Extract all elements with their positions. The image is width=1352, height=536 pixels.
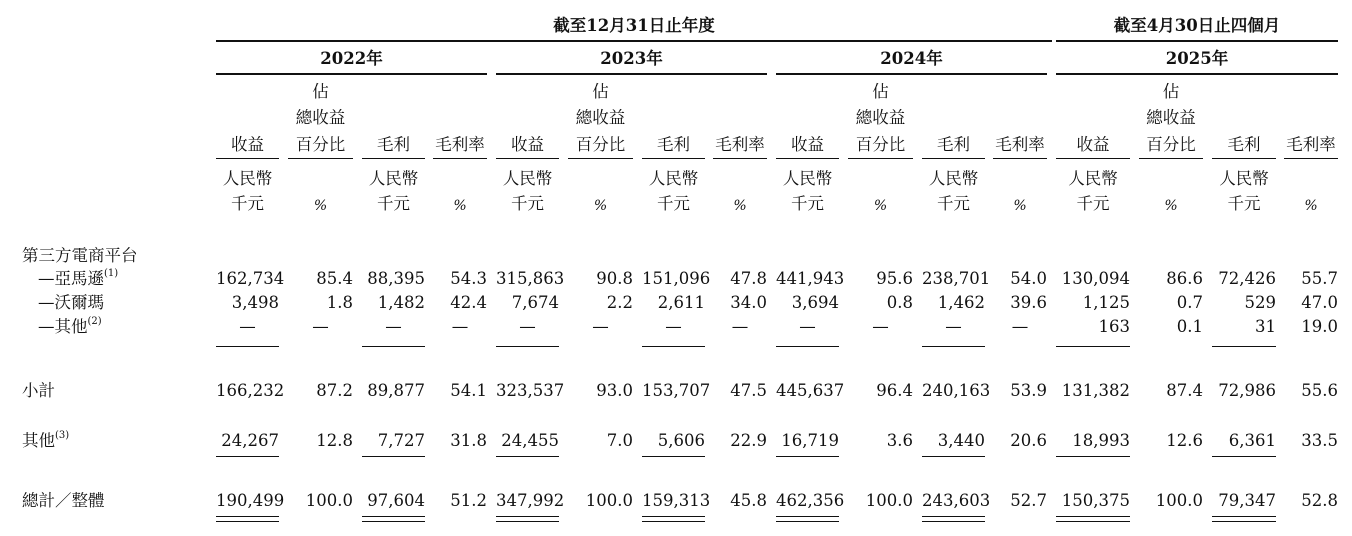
- unit-rmb: 人民幣: [502, 169, 553, 188]
- row-label-subtotal: 小計: [22, 381, 55, 400]
- header-rule: [1056, 40, 1338, 42]
- col-header-rule: [496, 158, 559, 159]
- col-header-pct-1: 佔: [872, 82, 889, 101]
- year-header: 2022年: [320, 49, 383, 68]
- cell-total: 347,992: [496, 491, 565, 510]
- cell-other: 16,719: [781, 431, 839, 450]
- cell-walmart: 7,674: [511, 293, 559, 312]
- total-rule-1: [922, 516, 985, 517]
- header-rule: [216, 40, 1052, 42]
- year-rule: [776, 73, 1047, 75]
- cell-others_platform: —: [872, 317, 889, 336]
- cell-subtotal: 240,163: [922, 381, 991, 400]
- cell-others_platform: —: [665, 317, 682, 336]
- cell-others_platform: —: [731, 317, 749, 336]
- cell-other: 31.8: [450, 431, 487, 450]
- cell-others_platform: —: [239, 317, 256, 336]
- col-header-pct-3: 百分比: [1146, 135, 1196, 154]
- cell-total: 462,356: [776, 491, 845, 510]
- cell-walmart: 2,611: [657, 293, 705, 312]
- row-label-others: —其他$^{(2)}$: [38, 316, 102, 336]
- cell-amazon: 315,863: [496, 269, 565, 288]
- col-header-rule: [922, 158, 985, 159]
- cell-subtotal: 131,382: [1061, 381, 1130, 400]
- footnote-marker: (2): [87, 316, 102, 327]
- total-rule-2: [1212, 521, 1276, 522]
- cell-amazon: 441,943: [776, 269, 845, 288]
- subtotal-rule: [362, 346, 425, 347]
- unit-percent: %: [1164, 198, 1178, 214]
- col-header-gross-profit: 毛利: [937, 135, 970, 154]
- row-label-total: 總計／整體: [22, 491, 105, 510]
- total-rule-2: [362, 521, 425, 522]
- cell-subtotal: 87.4: [1166, 381, 1203, 400]
- unit-thousand: 千元: [791, 194, 824, 213]
- cell-other: 24,267: [221, 431, 279, 450]
- col-header-rule: [993, 158, 1047, 159]
- cell-walmart: 3,694: [791, 293, 839, 312]
- col-header-gross-margin: 毛利率: [1286, 135, 1336, 154]
- unit-rmb: 人民幣: [648, 169, 699, 188]
- cell-total: 100.0: [865, 491, 913, 510]
- unit-rmb: 人民幣: [1068, 169, 1118, 188]
- cell-total: 243,603: [922, 491, 991, 510]
- cell-others_platform: —: [451, 317, 469, 336]
- col-header-pct-2: 總收益: [295, 108, 346, 127]
- year-header: 2025年: [1165, 49, 1229, 68]
- col-header-revenue: 收益: [511, 135, 544, 154]
- col-header-pct-3: 百分比: [295, 135, 346, 154]
- cell-total: 100.0: [585, 491, 633, 510]
- cell-subtotal: 47.5: [730, 381, 767, 400]
- col-header-rule: [713, 158, 767, 159]
- cell-subtotal: 53.9: [1010, 381, 1047, 400]
- cell-others_platform: —: [799, 317, 816, 336]
- unit-percent: %: [873, 198, 888, 214]
- cell-amazon: 88,395: [367, 269, 425, 288]
- cell-others_platform: 31: [1255, 317, 1276, 336]
- subtotal-rule: [496, 346, 559, 347]
- cell-total: 45.8: [730, 491, 767, 510]
- cell-total: 51.2: [450, 491, 487, 510]
- col-header-rule: [1056, 158, 1130, 159]
- unit-rmb: 人民幣: [222, 169, 273, 188]
- subtotal-rule: [922, 346, 985, 347]
- cell-other: 5,606: [657, 431, 705, 450]
- cell-other: 24,455: [501, 431, 559, 450]
- total-rule-1: [496, 516, 559, 517]
- cell-amazon: 130,094: [1061, 269, 1130, 288]
- total-rule-2: [1056, 521, 1130, 522]
- cell-total: 190,499: [216, 491, 285, 510]
- cell-walmart: 34.0: [730, 293, 767, 312]
- other-rule: [776, 456, 839, 457]
- cell-amazon: 85.4: [316, 269, 353, 288]
- subtotal-rule: [216, 346, 279, 347]
- unit-thousand: 千元: [937, 194, 970, 213]
- col-header-revenue: 收益: [1076, 135, 1110, 154]
- cell-walmart: 1,462: [937, 293, 985, 312]
- unit-thousand: 千元: [231, 194, 264, 213]
- total-rule-2: [776, 521, 839, 522]
- col-header-pct-1: 佔: [1162, 82, 1180, 101]
- total-rule-1: [362, 516, 425, 517]
- unit-thousand: 千元: [1076, 194, 1110, 213]
- cell-amazon: 238,701: [922, 269, 991, 288]
- cell-others_platform: —: [592, 317, 609, 336]
- col-header-pct-2: 總收益: [1146, 108, 1196, 127]
- footnote-marker: (3): [55, 430, 70, 441]
- cell-amazon: 55.7: [1301, 269, 1338, 288]
- subtotal-rule: [1056, 346, 1130, 347]
- cell-walmart: 2.2: [606, 293, 633, 312]
- cell-subtotal: 54.1: [450, 381, 487, 400]
- cell-walmart: 3,498: [231, 293, 279, 312]
- cell-total: 97,604: [367, 491, 425, 510]
- row-label-amazon: —亞馬遜$^{(1)}$: [38, 268, 119, 288]
- total-rule-1: [1212, 516, 1276, 517]
- cell-total: 100.0: [305, 491, 353, 510]
- col-header-rule: [288, 158, 353, 159]
- cell-others_platform: —: [519, 317, 536, 336]
- unit-thousand: 千元: [657, 194, 690, 213]
- cell-others_platform: —: [1011, 317, 1029, 336]
- footnote-marker: (1): [104, 268, 119, 279]
- cell-total: 100.0: [1155, 491, 1203, 510]
- cell-subtotal: 153,707: [642, 381, 711, 400]
- cell-subtotal: 72,986: [1218, 381, 1276, 400]
- unit-thousand: 千元: [511, 194, 544, 213]
- cell-other: 20.6: [1010, 431, 1047, 450]
- unit-percent: %: [453, 198, 467, 214]
- col-header-pct-2: 總收益: [575, 108, 626, 127]
- cell-total: 150,375: [1061, 491, 1130, 510]
- cell-amazon: 151,096: [642, 269, 711, 288]
- unit-percent: %: [733, 198, 747, 214]
- col-header-gross-profit: 毛利: [377, 135, 410, 154]
- col-header-gross-margin: 毛利率: [715, 135, 765, 154]
- total-rule-2: [642, 521, 705, 522]
- cell-walmart: 42.4: [450, 293, 487, 312]
- cell-amazon: 47.8: [730, 269, 767, 288]
- col-header-rule: [433, 158, 487, 159]
- unit-thousand: 千元: [377, 194, 410, 213]
- cell-amazon: 54.0: [1010, 269, 1047, 288]
- cell-others_platform: —: [312, 317, 329, 336]
- total-rule-1: [1056, 516, 1130, 517]
- row-label-other: 其他$^{(3)}$: [22, 430, 70, 450]
- col-header-rule: [216, 158, 279, 159]
- period-header-fy: 截至12月31日止年度: [553, 16, 715, 35]
- col-header-gross-profit: 毛利: [1227, 135, 1261, 154]
- cell-other: 3.6: [886, 431, 913, 450]
- cell-amazon: 86.6: [1166, 269, 1203, 288]
- cell-other: 33.5: [1301, 431, 1338, 450]
- other-rule: [362, 456, 425, 457]
- col-header-rule: [848, 158, 913, 159]
- cell-walmart: 1,482: [377, 293, 425, 312]
- year-rule: [496, 73, 767, 75]
- unit-rmb: 人民幣: [782, 169, 833, 188]
- total-rule-2: [496, 521, 559, 522]
- cell-other: 6,361: [1228, 431, 1276, 450]
- col-header-gross-margin: 毛利率: [995, 135, 1045, 154]
- cell-subtotal: 96.4: [876, 381, 913, 400]
- cell-walmart: 0.7: [1176, 293, 1203, 312]
- col-header-rule: [1212, 158, 1276, 159]
- subtotal-rule: [642, 346, 705, 347]
- unit-percent: %: [593, 198, 608, 214]
- row-label-platform: 第三方電商平台: [22, 246, 138, 265]
- unit-percent: %: [313, 198, 328, 214]
- cell-others_platform: —: [385, 317, 402, 336]
- total-rule-1: [216, 516, 279, 517]
- cell-subtotal: 55.6: [1301, 381, 1338, 400]
- cell-subtotal: 93.0: [596, 381, 633, 400]
- col-header-rule: [1284, 158, 1338, 159]
- cell-others_platform: 19.0: [1301, 317, 1338, 336]
- col-header-rule: [1139, 158, 1203, 159]
- cell-walmart: 529: [1244, 293, 1276, 312]
- period-header-4m: 截至4月30日止四個月: [1113, 16, 1281, 35]
- cell-amazon: 90.8: [596, 269, 633, 288]
- cell-amazon: 72,426: [1218, 269, 1276, 288]
- other-rule: [1212, 456, 1276, 457]
- cell-amazon: 95.6: [876, 269, 913, 288]
- cell-other: 12.8: [316, 431, 353, 450]
- year-header: 2024年: [880, 49, 943, 68]
- cell-others_platform: 163: [1098, 317, 1130, 336]
- unit-rmb: 人民幣: [928, 169, 979, 188]
- cell-amazon: 162,734: [216, 269, 285, 288]
- cell-subtotal: 445,637: [776, 381, 845, 400]
- other-rule: [496, 456, 559, 457]
- row-label-walmart: —沃爾瑪: [38, 293, 104, 312]
- other-rule: [922, 456, 985, 457]
- cell-amazon: 54.3: [450, 269, 487, 288]
- cell-total: 52.7: [1010, 491, 1047, 510]
- col-header-rule: [568, 158, 633, 159]
- other-rule: [216, 456, 279, 457]
- unit-rmb: 人民幣: [1219, 169, 1269, 188]
- col-header-pct-3: 百分比: [575, 135, 626, 154]
- cell-total: 159,313: [642, 491, 711, 510]
- cell-other: 7.0: [606, 431, 633, 450]
- cell-other: 3,440: [937, 431, 985, 450]
- subtotal-rule: [776, 346, 839, 347]
- cell-other: 22.9: [730, 431, 767, 450]
- col-header-rule: [776, 158, 839, 159]
- cell-subtotal: 89,877: [367, 381, 425, 400]
- cell-subtotal: 323,537: [496, 381, 565, 400]
- cell-other: 18,993: [1072, 431, 1130, 450]
- year-rule: [1056, 73, 1338, 75]
- col-header-rule: [642, 158, 705, 159]
- unit-percent: %: [1304, 198, 1318, 214]
- cell-total: 52.8: [1301, 491, 1338, 510]
- year-header: 2023年: [600, 49, 663, 68]
- total-rule-1: [642, 516, 705, 517]
- cell-walmart: 39.6: [1010, 293, 1047, 312]
- cell-others_platform: 0.1: [1176, 317, 1203, 336]
- total-rule-2: [216, 521, 279, 522]
- col-header-pct-1: 佔: [312, 82, 329, 101]
- col-header-revenue: 收益: [231, 135, 264, 154]
- cell-walmart: 1,125: [1082, 293, 1130, 312]
- subtotal-rule: [1212, 346, 1276, 347]
- col-header-pct-2: 總收益: [855, 108, 906, 127]
- cell-walmart: 47.0: [1301, 293, 1338, 312]
- other-rule: [642, 456, 705, 457]
- cell-subtotal: 87.2: [316, 381, 353, 400]
- cell-subtotal: 166,232: [216, 381, 285, 400]
- total-rule-2: [922, 521, 985, 522]
- col-header-gross-margin: 毛利率: [435, 135, 485, 154]
- col-header-revenue: 收益: [791, 135, 824, 154]
- other-rule: [1056, 456, 1130, 457]
- col-header-pct-1: 佔: [592, 82, 609, 101]
- col-header-pct-3: 百分比: [855, 135, 906, 154]
- cell-other: 7,727: [377, 431, 425, 450]
- total-rule-1: [776, 516, 839, 517]
- col-header-rule: [362, 158, 425, 159]
- year-rule: [216, 73, 487, 75]
- cell-walmart: 0.8: [886, 293, 913, 312]
- cell-other: 12.6: [1166, 431, 1203, 450]
- unit-rmb: 人民幣: [368, 169, 419, 188]
- cell-total: 79,347: [1218, 491, 1276, 510]
- col-header-gross-profit: 毛利: [657, 135, 690, 154]
- cell-walmart: 1.8: [326, 293, 353, 312]
- unit-percent: %: [1013, 198, 1027, 214]
- unit-thousand: 千元: [1227, 194, 1261, 213]
- cell-others_platform: —: [945, 317, 962, 336]
